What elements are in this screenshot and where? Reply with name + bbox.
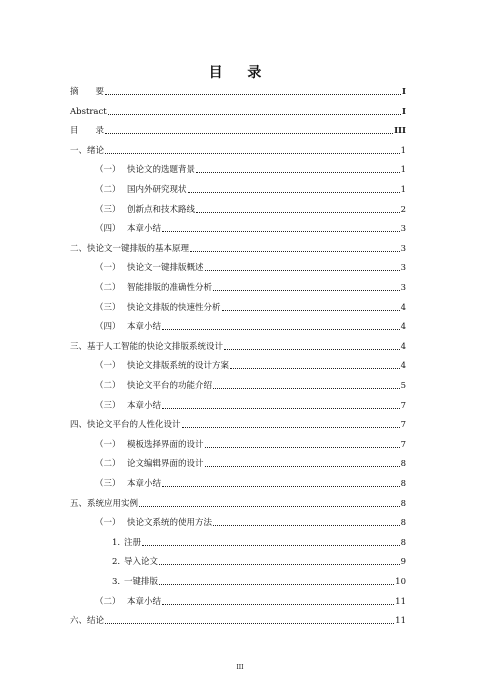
toc-entry-page: 7: [400, 400, 406, 411]
toc-leader-dots: [224, 349, 400, 350]
toc-entry-section-2-1[interactable]: [95, 259, 406, 273]
toc-entry-label: 目 录: [70, 126, 105, 137]
toc-entry-page: 4: [400, 361, 406, 372]
toc-entry-number: （一）: [95, 518, 121, 529]
toc-entry-label: 国内外研究现状: [127, 185, 187, 195]
toc-entry-label: 三、基于人工智能的快论文排版系统设计: [70, 341, 224, 352]
toc-entry-page: III: [394, 126, 406, 137]
toc-entry-number: （二）: [95, 381, 121, 391]
toc-entry-section-4-3[interactable]: [95, 475, 406, 489]
toc-entry-section-2-4[interactable]: [95, 318, 406, 332]
toc-entry-label: 快论文平台的功能介绍: [127, 381, 213, 391]
toc-leader-dots: [213, 525, 400, 526]
toc-entry-page: 8: [400, 459, 406, 470]
toc-entry-section-2-2[interactable]: [95, 279, 406, 293]
toc-entry-step-5-1-1[interactable]: [112, 534, 406, 548]
toc-entry-page: 5: [400, 381, 406, 391]
toc-entry-label: 本章小结: [127, 479, 162, 489]
toc-entry-page: 3: [400, 283, 406, 293]
page-number-footer: III: [236, 664, 244, 671]
toc-entry-label: 快论文一键排版概述: [127, 263, 204, 274]
toc-entry-label: 快论文排版的快速性分析: [127, 302, 221, 313]
toc-entry-abstract-cn[interactable]: [70, 83, 406, 97]
toc-entry-chapter-6[interactable]: [70, 612, 406, 626]
toc-entry-page: I: [402, 87, 406, 97]
toc-entry-chapter-1[interactable]: [70, 142, 406, 156]
toc-entry-label: 摘 要: [70, 87, 105, 97]
toc-entry-page: 10: [395, 577, 406, 587]
toc-leader-dots: [162, 231, 400, 232]
toc-entry-number: （四）: [95, 322, 121, 333]
toc-entry-section-4-2[interactable]: [95, 455, 406, 469]
toc-entry-section-2-3[interactable]: [95, 299, 406, 313]
toc-entry-label: 本章小结: [127, 400, 162, 411]
toc-entry-number: （三）: [95, 204, 121, 215]
toc-leader-dots: [196, 172, 400, 173]
toc-entry-section-5-1[interactable]: [95, 514, 406, 528]
toc-entry-number: （二）: [95, 185, 121, 195]
toc-entry-page: 4: [400, 341, 406, 352]
toc-entry-chapter-2[interactable]: [70, 240, 406, 254]
toc-entry-label: 快论文的选题背景: [127, 165, 196, 176]
toc-entry-section-3-2[interactable]: [95, 377, 406, 391]
toc-entry-label: 五、系统应用实例: [70, 498, 139, 509]
toc-entry-label: 二、快论文一键排版的基本原理: [70, 243, 190, 254]
toc-entry-number: （二）: [95, 283, 121, 293]
toc-leader-dots: [213, 290, 400, 291]
toc-entry-section-1-3[interactable]: [95, 201, 406, 215]
toc-entry-page: 7: [400, 439, 406, 450]
toc-leader-dots: [190, 251, 400, 252]
toc-entry-section-3-1[interactable]: [95, 357, 406, 371]
toc-entry-page: 8: [400, 498, 406, 509]
toc-leader-dots: [105, 623, 394, 624]
toc-entry-label: Abstract: [70, 106, 107, 117]
toc-entry-number: （二）: [95, 596, 121, 607]
toc-entry-number: （二）: [95, 459, 121, 470]
toc-entry-page: 3: [400, 224, 406, 235]
toc-entry-label: 快论文排版系统的设计方案: [127, 361, 230, 372]
toc-entry-page: 3: [400, 263, 406, 274]
toc-entry-page: 3: [400, 243, 406, 254]
toc-entry-label: 本章小结: [127, 322, 162, 333]
toc-entry-page: 1: [400, 185, 406, 195]
toc-entry-chapter-5[interactable]: [70, 495, 406, 509]
toc-entry-number: 2.: [112, 557, 121, 568]
toc-entry-page: 1: [400, 165, 406, 176]
toc-entry-page: 9: [400, 557, 406, 568]
toc-entry-number: （一）: [95, 165, 121, 176]
toc-leader-dots: [162, 486, 400, 487]
toc-entry-chapter-4[interactable]: [70, 416, 406, 430]
toc-entry-step-5-1-3[interactable]: [112, 573, 406, 587]
toc-entry-label: 一键排版: [124, 577, 159, 587]
toc-entry-page: 8: [400, 518, 406, 529]
toc-entry-page: 11: [395, 596, 406, 607]
toc-entry-label: 本章小结: [127, 224, 162, 235]
toc-entry-section-5-2[interactable]: [95, 593, 406, 607]
toc-entry-label: 四、快论文平台的人性化设计: [70, 420, 181, 431]
toc-leader-dots: [205, 466, 400, 467]
toc-leader-dots: [230, 368, 400, 369]
toc-entry-page: 8: [400, 537, 406, 548]
toc-entry-number: （三）: [95, 302, 121, 313]
toc-entry-number: （一）: [95, 439, 121, 450]
toc-entry-section-1-4[interactable]: [95, 220, 406, 234]
toc-entry-label: 论文编辑界面的设计: [127, 459, 204, 470]
toc-entry-contents[interactable]: [70, 122, 406, 136]
toc-entry-number: （四）: [95, 224, 121, 235]
toc-leader-dots: [105, 94, 401, 95]
toc-entry-label: 快论文系统的使用方法: [127, 518, 213, 529]
toc-entry-number: 1.: [112, 537, 121, 548]
toc-leader-dots: [105, 133, 393, 134]
toc-entry-label: 智能排版的准确性分析: [127, 283, 213, 293]
toc-entry-section-4-1[interactable]: [95, 436, 406, 450]
toc-entry-number: （三）: [95, 479, 121, 489]
toc-entry-abstract-en[interactable]: [70, 103, 406, 117]
toc-leader-dots: [108, 114, 401, 115]
toc-entry-number: （三）: [95, 400, 121, 411]
toc-entry-section-1-1[interactable]: [95, 161, 406, 175]
toc-leader-dots: [162, 329, 400, 330]
toc-entry-page: 1: [400, 145, 406, 156]
toc-leader-dots: [142, 545, 400, 546]
toc-leader-dots: [222, 310, 400, 311]
toc-title: 目 录: [208, 65, 272, 81]
toc-entry-label: 注册: [124, 537, 142, 548]
toc-leader-dots: [196, 212, 400, 213]
toc-leader-dots: [213, 388, 400, 389]
toc-leader-dots: [159, 564, 400, 565]
toc-entry-label: 导入论文: [124, 557, 159, 568]
toc-entry-page: 7: [400, 420, 406, 431]
toc-entry-page: 4: [400, 322, 406, 333]
toc-entry-step-5-1-2[interactable]: [112, 553, 406, 567]
toc-leader-dots: [162, 408, 400, 409]
toc-entry-label: 模板选择界面的设计: [127, 439, 204, 450]
toc-entry-label: 一、绪论: [70, 145, 105, 156]
toc-leader-dots: [159, 584, 394, 585]
toc-entry-label: 本章小结: [127, 596, 162, 607]
toc-entry-number: （一）: [95, 263, 121, 274]
toc-entry-page: 11: [395, 616, 406, 627]
toc-entry-label: 六、结论: [70, 616, 105, 627]
toc-leader-dots: [162, 604, 394, 605]
toc-entry-section-1-2[interactable]: [95, 181, 406, 195]
toc-leader-dots: [205, 270, 400, 271]
toc-leader-dots: [188, 192, 400, 193]
toc-entry-chapter-3[interactable]: [70, 338, 406, 352]
toc-entry-section-3-3[interactable]: [95, 397, 406, 411]
toc-entry-page: 8: [400, 479, 406, 489]
toc-entry-label: 创新点和技术路线: [127, 204, 196, 215]
toc-leader-dots: [105, 153, 400, 154]
toc-leader-dots: [182, 427, 400, 428]
toc-entry-page: I: [402, 106, 406, 117]
toc-leader-dots: [205, 447, 400, 448]
toc-entry-number: 3.: [112, 577, 121, 587]
toc-entry-number: （一）: [95, 361, 121, 372]
toc-entry-page: 2: [400, 204, 406, 215]
toc-leader-dots: [139, 506, 400, 507]
toc-entry-page: 4: [400, 302, 406, 313]
